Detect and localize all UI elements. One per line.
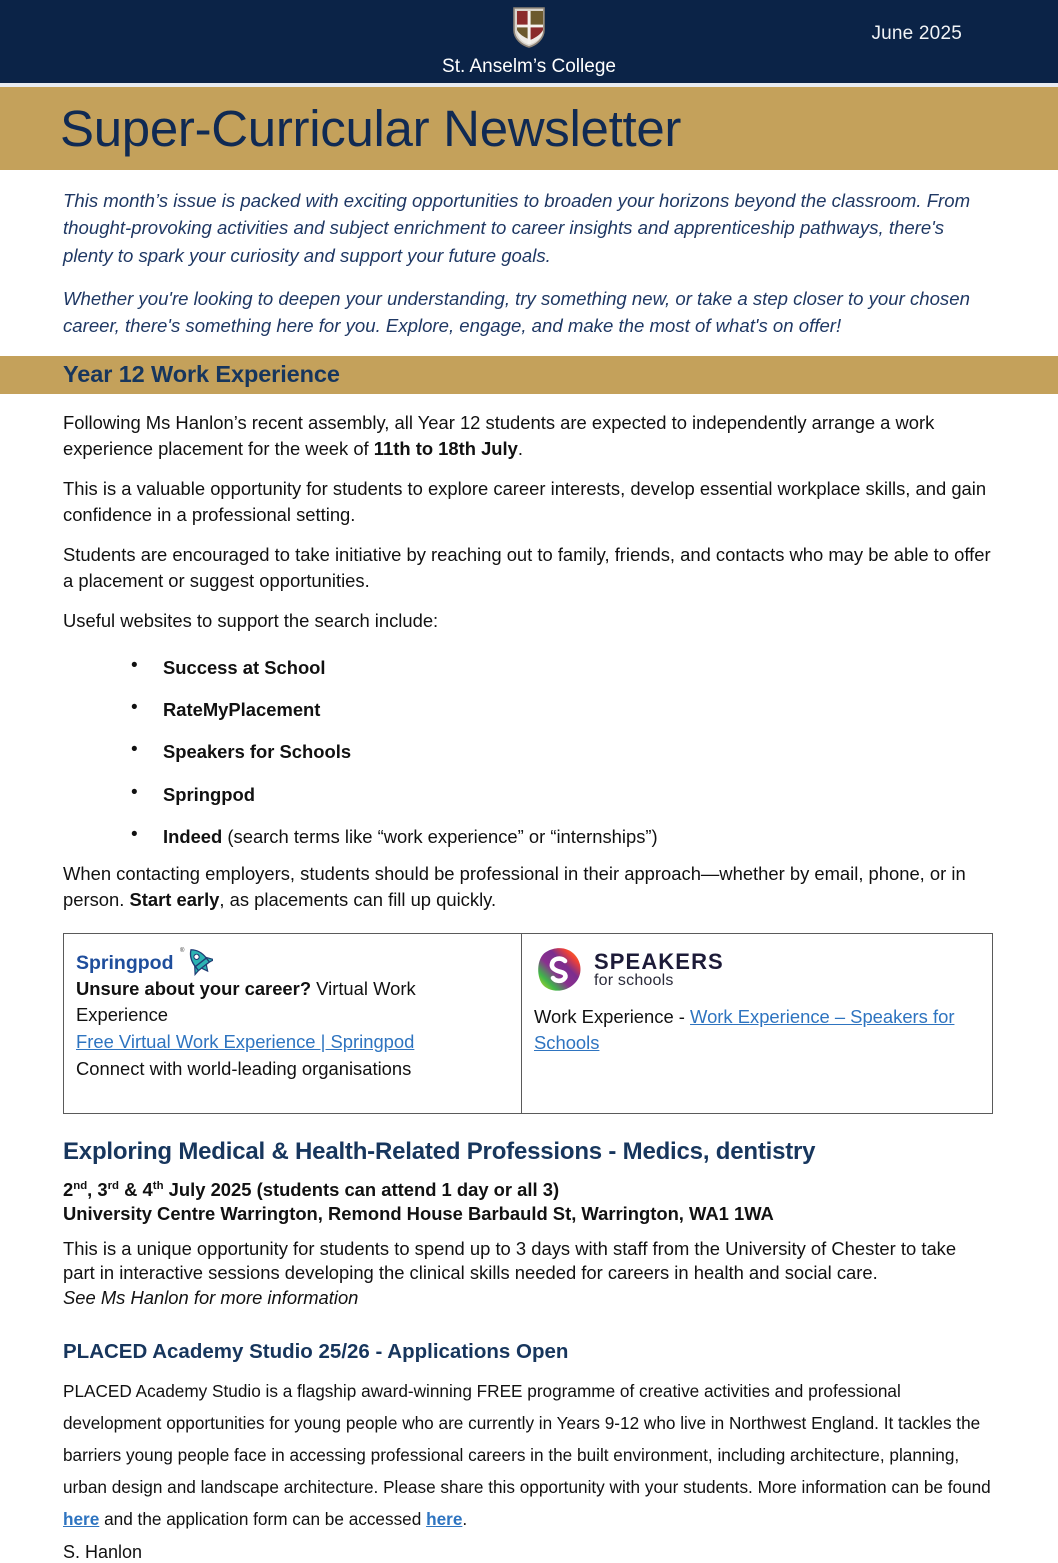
intro-paragraph-1: This month’s issue is packed with exciting opportunities to broaden your horizons beyond the classroom. From thought-provoking activities and subject enrichment to career insights and apprenticeship pathways, there's plenty to spark your curiosity and support your future goals. <box>63 190 971 266</box>
issue-date: June 2025 <box>871 23 962 44</box>
springpod-copy <box>76 976 509 1083</box>
springpod-rocket-icon <box>179 944 213 976</box>
website-name: Success at School <box>163 656 326 678</box>
we-p1-after: . <box>517 437 524 459</box>
speakers-copy <box>534 996 980 1057</box>
we-paragraph-1 <box>63 394 992 462</box>
medical-sup-2: rd <box>107 1179 120 1192</box>
speakers-text-before: Work Experience - <box>534 1005 691 1027</box>
promo-cell-speakers <box>522 933 993 1113</box>
page-title: Super-Curricular Newsletter <box>60 100 682 157</box>
signoff: S. Hanlon <box>63 1542 143 1563</box>
website-name: Springpod <box>163 783 255 805</box>
springpod-brand: Springpod <box>76 952 174 975</box>
title-banner <box>0 87 1058 170</box>
school-name: St. Anselm’s College <box>442 56 616 77</box>
medical-note: See Ms Hanlon for more information <box>63 1286 359 1308</box>
we-p5-after: , as placements can fill up quickly. <box>219 888 497 910</box>
placed-application-link[interactable]: here <box>426 1509 463 1530</box>
springpod-logo <box>76 944 509 976</box>
list-item[interactable] <box>101 743 992 761</box>
medical-sup-3: th <box>152 1179 164 1192</box>
speakers-link[interactable]: Work Experience – Speakers for Schools <box>534 1005 955 1054</box>
springpod-line-3: Connect with world-leading organisations <box>76 1057 412 1079</box>
useful-websites-list <box>63 656 992 848</box>
we-paragraph-3: Students are encouraged to take initiative by reaching out to family, friends, and contacts who may be able to offer a placement or suggest opportunities. <box>63 544 991 592</box>
medical-date-1: 2 <box>63 1178 74 1200</box>
website-name: RateMyPlacement <box>163 698 321 720</box>
heading-medical: Exploring Medical & Health-Related Professions - Medics, dentistry <box>63 1137 816 1165</box>
work-experience-body <box>0 394 1058 1563</box>
placed-body-part-1: PLACED Academy Studio is a flagship award-winning FREE programme of creative activities and professional development opportunities for young people who are currently in Years 9-12 who live in Northwest England. It tackles the barriers young people face in accessing professional careers in the built environment, including architecture, planning, urban design and landscape architecture. Please share this opportunity with your students. More information can be found <box>63 1381 991 1498</box>
medical-dates: 2nd, 3rd & 4th July 2025 (students can attend 1 day or all 3) <box>63 1178 560 1200</box>
sfs-logo-line-1: SPEAKERS <box>594 948 724 974</box>
website-name: Speakers for Schools <box>163 741 352 763</box>
list-item[interactable] <box>101 656 992 678</box>
website-note: (search terms like “work experience” or “internships”) <box>222 826 658 848</box>
masthead <box>0 0 1058 83</box>
medical-date-3: 4 <box>142 1178 153 1200</box>
medical-date-2: 3 <box>97 1178 108 1200</box>
placed-body-part-2: and the application form can be accessed <box>99 1509 427 1530</box>
placed-body-part-3: . <box>462 1509 468 1530</box>
section-bar-work-experience <box>0 356 1058 394</box>
we-paragraph-4: Useful websites to support the search include: <box>63 610 439 632</box>
springpod-line-1 <box>76 976 509 1029</box>
heading-placed: PLACED Academy Studio 25/26 - Applications Open <box>63 1340 569 1364</box>
website-name: Indeed <box>163 826 223 848</box>
placed-body <box>63 1364 992 1536</box>
springpod-line1-rest: Virtual Work Experience <box>76 977 416 1026</box>
intro-block <box>0 170 1058 340</box>
springpod-link[interactable]: Free Virtual Work Experience | Springpod <box>76 1031 415 1053</box>
placed-info-link[interactable]: here <box>63 1509 100 1530</box>
medical-date-rest: July 2025 (students can attend 1 day or all 3) <box>163 1178 560 1200</box>
medical-body: This is a unique opportunity for students to spend up to 3 days with staff from the University of Chester to take part in interactive sessions developing the clinical skills needed for careers in health and social care. <box>63 1237 957 1284</box>
we-paragraph-2: This is a valuable opportunity for students to explore career interests, develop essential workplace skills, and gain confidence in a professional setting. <box>63 477 987 526</box>
we-p5-emphasis: Start early <box>129 888 220 910</box>
speakers-for-schools-wordmark <box>594 950 724 990</box>
springpod-link-row <box>76 1029 509 1056</box>
springpod-question: Unsure about your career? <box>76 977 312 999</box>
sfs-logo-line-2: for schools <box>594 971 674 989</box>
intro-paragraph-2: Whether you're looking to deepen your understanding, try something new, or take a step closer to your chosen career, there's something here for you. Explore, engage, and make the most of what's on offer! <box>63 287 970 337</box>
list-item[interactable] <box>101 828 992 846</box>
table-row <box>64 933 993 1113</box>
list-item[interactable] <box>101 698 992 720</box>
speakers-for-schools-logo-icon <box>534 946 584 994</box>
we-p1-before: Following Ms Hanlon’s recent assembly, all Year 12 students are expected to independently arrange a work experience placement for the week of <box>63 411 935 459</box>
svg-text:®: ® <box>180 947 185 954</box>
medical-venue: University Centre Warrington, Remond House Barbauld St, Warrington, WA1 1WA <box>63 1203 774 1225</box>
medical-sup-1: nd <box>73 1179 88 1192</box>
we-p5-before: When contacting employers, students should be professional in their approach—whether by email, phone, or in person. <box>63 862 966 910</box>
page-body <box>0 170 1058 1563</box>
we-paragraph-5 <box>63 847 992 913</box>
we-p1-dates: 11th to 18th July <box>373 437 518 459</box>
promo-table <box>63 933 993 1114</box>
promo-cell-springpod <box>64 933 522 1113</box>
school-crest-icon <box>512 6 546 48</box>
section-title-work-experience: Year 12 Work Experience <box>63 361 340 388</box>
list-item[interactable] <box>101 783 992 805</box>
speakers-for-schools-logo <box>534 944 980 996</box>
